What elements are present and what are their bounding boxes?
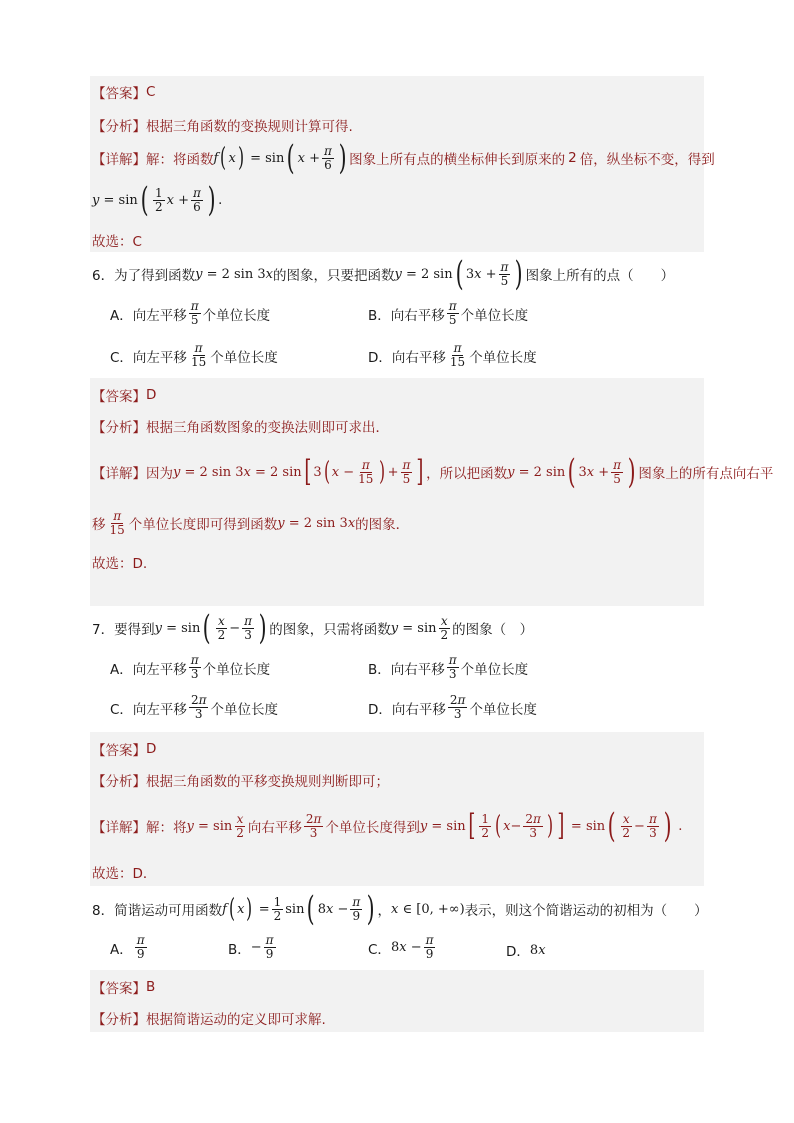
formula: y = 2 sin 3 x [277,515,356,531]
formula: y = sin [ $\frac{1}{2}$ ( x − $\frac{2\pi}{3}$ ) ] = sin ( $\frac{x}{2}$ − $\frac{\pi}{3}$ ) . [419,806,683,846]
analysis-tag: 【分析】 [92,119,146,135]
analysis-text: 根据三角函数的变换规则计算可得. [146,119,353,135]
analysis-text: 根据简谐运动的定义即可求解. [146,1012,326,1028]
detail-text: 个单位长度即可得到函数 [128,517,278,533]
answer-value: C [146,84,156,100]
option-label: B．向右平移 [368,307,445,324]
q7-analysis-line [92,770,389,790]
option-label: A． [110,941,133,958]
q8-option-d: D． 8 x [506,940,546,960]
answer-tag: 【答案】 [92,389,146,405]
q5-result-line [92,182,222,218]
option-label: 个单位长度 [202,661,271,678]
q6-conclusion [92,552,147,572]
option-label: D．向右平移 [368,349,446,366]
q7-detail-line: 【详解】 解：将 y = sin $\frac{x}{2}$ 向右平移 $\frac{2\pi}{3}$ 个单位长度得到 y = sin [ $\frac{1}{2}$ ( x − $\frac{2\pi}{3}$ ) ] = sin ( $\frac{x}{2}$ − $\frac{\pi}{3}$ ) . [92,806,683,846]
answer-tag: 【答案】 [92,981,146,997]
q5-answer-line [92,82,155,102]
q8-answer-line [92,977,155,997]
analysis-text: 根据三角函数图象的变换法则即可求出． [146,420,389,436]
formula: f ( x ) = $\frac{1}{2}$ sin ( 8 x − $\frac{\pi}{9}$ ) [222,889,375,929]
stem-text: 表示，则这个简谐运动的初相为（ ） [464,903,708,919]
formula: y = 2 sin ( 3 x + $\frac{\pi}{5}$ ) [394,254,524,294]
option-label: 个单位长度 [210,349,278,366]
formula-result: y = sin ( $\frac{1}{2}$ x + $\frac{\pi}{6}$ ) . [92,180,223,220]
option-label: A．向左平移 [110,661,187,678]
detail-text: 个单位长度得到 [325,820,420,836]
formula: y = sin $\frac{x}{2}$ [186,811,244,840]
option-label: 个单位长度 [460,661,529,678]
option-label: 个单位长度 [202,307,271,324]
q6-detail-line-2: 移 $\frac{\pi}{15}$ 个单位长度即可得到函数 y = 2 sin 3 x 的图象． [92,508,410,537]
q6-analysis-line [92,416,389,436]
answer-tag: 【答案】 [92,743,146,759]
stem-text: 7．要得到 [92,622,155,638]
detail-tag: 【详解】 [92,466,146,482]
stem-text: ， [377,903,392,919]
q8-stem [92,890,708,928]
q8-option-b: B． − $\frac{\pi}{9}$ [228,933,274,961]
q6-detail-line [92,452,773,492]
q8-analysis-line [92,1008,326,1028]
analysis-text: 根据三角函数的平移变换规则判断即可； [146,774,389,790]
formula: y = sin ( $\frac{x}{2}$ − $\frac{\pi}{3}$ ) [154,608,267,648]
q5-conclusion [92,230,142,250]
conclusion-text: 故选：C [92,234,142,250]
stem-text: 8．简谐运动可用函数 [92,903,223,919]
option-label: 个单位长度 [469,349,537,366]
detail-text: ，所以把函数 [426,466,508,482]
detail-text: 图象上所有点的横坐标伸长到原来的 [349,152,566,168]
q6-option-b: B．向右平移 $\frac{\pi}{5}$ 个单位长度 [368,299,529,327]
option-label: C． [368,941,391,958]
formula-fx: f ( x ) = sin ( x + $\frac{\pi}{6}$ ) [213,138,347,178]
option-label: 个单位长度 [460,307,529,324]
q6-option-d: D．向右平移 $\frac{\pi}{15}$ 个单位长度 [368,341,537,369]
stem-text: 图象上所有的点（ ） [525,268,675,284]
q7-option-b: B．向右平移 $\frac{\pi}{3}$ 个单位长度 [368,653,529,681]
q7-answer-line [92,739,156,759]
detail-tag: 【详解】 [92,152,146,168]
option-label: D． [506,944,530,960]
formula: y = 2 sin 3 x [195,266,273,282]
detail-text: 图象上的所有点向右平 [638,466,774,482]
formula: y = 2 sin 3 x = 2 sin [ 3 ( x − $\frac{\pi}{15}$ ) + $\frac{\pi}{5}$ ] [173,454,424,489]
option-label: A．向左平移 [110,307,187,324]
q6-option-c: C．向左平移 $\frac{\pi}{15}$ 个单位长度 [110,341,278,369]
q6-solution-block [90,378,704,606]
stem-text: 的图象，只需将函数 [269,622,391,638]
conclusion-text: 故选：D． [92,866,157,882]
q8-option-c: C． 8 x − $\frac{\pi}{9}$ [368,933,434,961]
detail-text: 的图象． [355,517,410,533]
option-label: D．向右平移 [368,701,446,718]
answer-value: D [146,387,157,403]
answer-value: B [146,979,156,995]
analysis-tag: 【分析】 [92,774,146,790]
formula: y = 2 sin ( 3 x + $\frac{\pi}{5}$ ) [507,452,636,492]
detail-text: 解：将函数 [146,152,214,168]
detail-text: 倍，纵坐标不变，得到 [579,152,715,168]
option-label: B．向右平移 [368,661,445,678]
q6-option-a: A．向左平移 $\frac{\pi}{5}$ 个单位长度 [110,299,271,327]
analysis-tag: 【分析】 [92,420,146,436]
q7-option-a: A．向左平移 $\frac{\pi}{3}$ 个单位长度 [110,653,271,681]
q6-stem [92,256,674,292]
detail-tag: 【详解】 [92,820,146,836]
q7-conclusion [92,862,156,882]
q7-option-d: D．向右平移 $\frac{2\pi}{3}$ 个单位长度 [368,693,537,721]
q5-analysis-line [92,115,353,135]
stem-text: 的图象（ ） [452,622,534,638]
option-label: B． [228,941,251,958]
detail-number: 2 [568,150,577,166]
formula: x ∈ [0, +∞) [391,901,465,917]
stem-text: 6．为了得到函数 [92,268,196,284]
analysis-tag: 【分析】 [92,1012,146,1028]
option-label: 个单位长度 [210,701,278,718]
option-label: 个单位长度 [469,701,537,718]
detail-text: 因为 [146,466,173,482]
q7-option-c: C．向左平移 $\frac{2\pi}{3}$ 个单位长度 [110,693,278,721]
q8-option-a: A． $\frac{\pi}{9}$ [110,933,145,961]
stem-text: 的图象，只要把函数 [272,268,395,284]
answer-value: D [146,741,157,757]
detail-text: 向右平移 [247,820,302,836]
conclusion-text: 故选：D. [92,556,148,572]
q7-stem [92,608,533,648]
q5-detail-line [92,140,715,176]
q6-answer-line [92,385,156,405]
detail-text: 解：将 [146,820,187,836]
formula: y = sin $\frac{x}{2}$ [390,613,449,642]
option-label: C．向左平移 [110,349,187,366]
detail-text: 移 [92,517,106,533]
answer-tag: 【答案】 [92,86,146,102]
option-label: C．向左平移 [110,701,187,718]
